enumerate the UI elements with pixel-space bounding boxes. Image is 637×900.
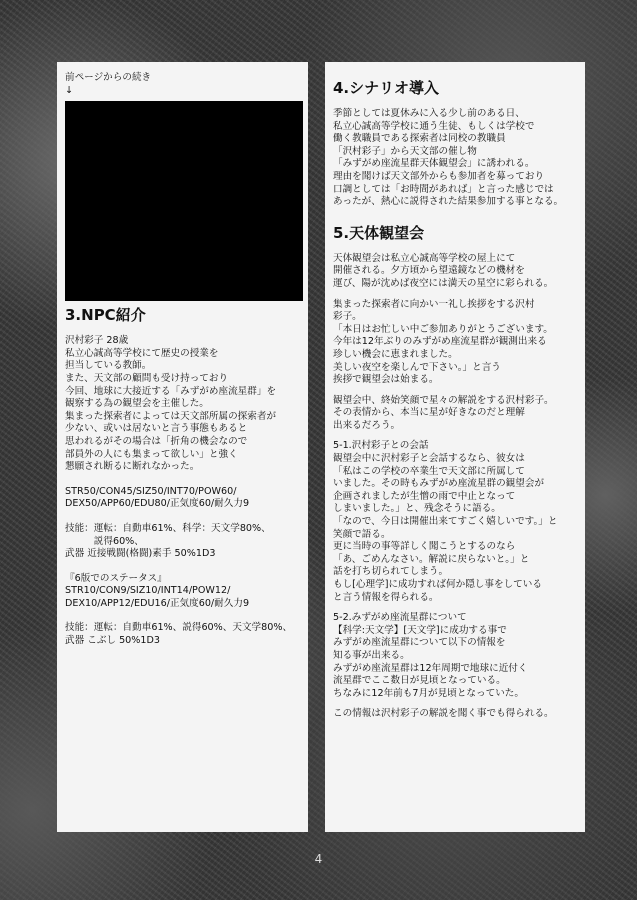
conversation-section: 5-1.沢村彩子との会話 観望会中に沢村彩子と会話するなら、彼女は 「私はこの学校の卒業生で天文部に所属して いました。その時もみずがめ座流星群の観望会が 企画されましたが生憎の雨で中止となって しまいました。」と、残念そうに語る。 「なので、今日は開催出来てすごく嬉しいです。」と 笑顔で語る。 更に当時の事等詳しく聞こうとするのなら 「あ、ごめんなさい。解説に戻らないと。」と 話を打ち切られてしまう。 もし[心理学]に成功すれば何か隠し事をしている と言う情報を得られる。 bbox=[333, 440, 558, 603]
observation-paragraph-1: 天体観望会は私立心誠高等学校の屋上にて 開催される。夕方頃から望遠鏡などの機材を 運び、陽が沈めば夜空には満天の星空に彩られる。 bbox=[333, 252, 554, 289]
npc-skills: 技能：運転：自動車61%、科学：天文学80%、 説得60%、 武器 近接戦闘(格闘)素手 50%1D3 bbox=[65, 522, 271, 560]
closing-note: この情報は沢村彩子の解説を聞く事でも得られる。 bbox=[333, 708, 554, 720]
observation-heading: 5.天体観望会 bbox=[333, 223, 425, 242]
npc-heading: 3.NPC紹介 bbox=[65, 306, 146, 325]
observation-paragraph-2: 集まった探索者に向かい一礼し挨拶をする沢村 彩子。 「本日はお忙しい中ご参加ありがとうございます。 今年は12年ぶりのみずがめ座流星群が観測出来る 珍しい機会に恵まれました。 美しい夜空を楽しんで下さい。」と言う 挨拶で観望会は始まる。 bbox=[333, 298, 553, 386]
scenario-text: 季節としては夏休みに入る少し前のある日、 私立心誠高等学校に通う生徒、もしくは学校で 働く教職員である探索者は同校の教職員 「沢村彩子」から天文部の催し物 「みずがめ座流星群天体観望会」に誘われる。 理由を聞けば天文部外からも参加者を募っており 口調としては「お時間があれば」と言った感じでは あったが、熱心に説得された結果参加する事となる。 bbox=[333, 108, 564, 208]
down-arrow-icon: ↓ bbox=[65, 84, 74, 96]
observation-paragraph-3: 観望会中、終始笑顔で星々の解説をする沢村彩子。 その表情から、本当に星が好きなのだと理解 出来るだろう。 bbox=[333, 394, 554, 431]
npc-intro: 沢村彩子 28歳 私立心誠高等学校にて歴史の授業を 担当している教師。 また、天文部の顧問も受け持っており 今回、地球に大接近する「みずがめ座流星群」を 観察する為の観望会を主催した。 集まった探索者によっては天文部所属の探索者が 少ない、或いは居ないと言う事態もあると 思われるがその場合は「折角の機会なので 部員外の人にも集まって欲しい」と強く 懇願され断るに断れなかった。 bbox=[65, 335, 277, 473]
left-column bbox=[57, 62, 308, 832]
v6-title: 『6版でのステータス』 bbox=[65, 572, 167, 584]
redacted-image bbox=[65, 101, 303, 301]
npc-stats: STR50/CON45/SIZ50/INT70/POW60/ DEX50/APP60/EDU80/正気度60/耐久力9 bbox=[65, 485, 250, 510]
page-number: 4 bbox=[314, 852, 323, 866]
right-column bbox=[325, 62, 585, 832]
v6-stats: STR10/CON9/SIZ10/INT14/POW12/ DEX10/APP12/EDU16/正気度60/耐久力9 bbox=[65, 585, 250, 609]
scenario-heading: 4.シナリオ導入 bbox=[333, 79, 439, 97]
v6-skills: 技能：運転：自動車61%、説得60%、天文学80%、 武器 こぶし 50%1D3 bbox=[65, 622, 293, 647]
continued-label: 前ページからの続き bbox=[65, 72, 152, 83]
meteor-section: 5-2.みずがめ座流星群について 【科学:天文学】[天文学]に成功する事で みずがめ座流星群について以下の情報を 知る事が出来る。 みずがめ座流星群は12年周期で地球に近付く 流星群でここ数日が見頃となっている。 ちなみに12年前も7月が見頃となっていた。 bbox=[333, 612, 528, 699]
